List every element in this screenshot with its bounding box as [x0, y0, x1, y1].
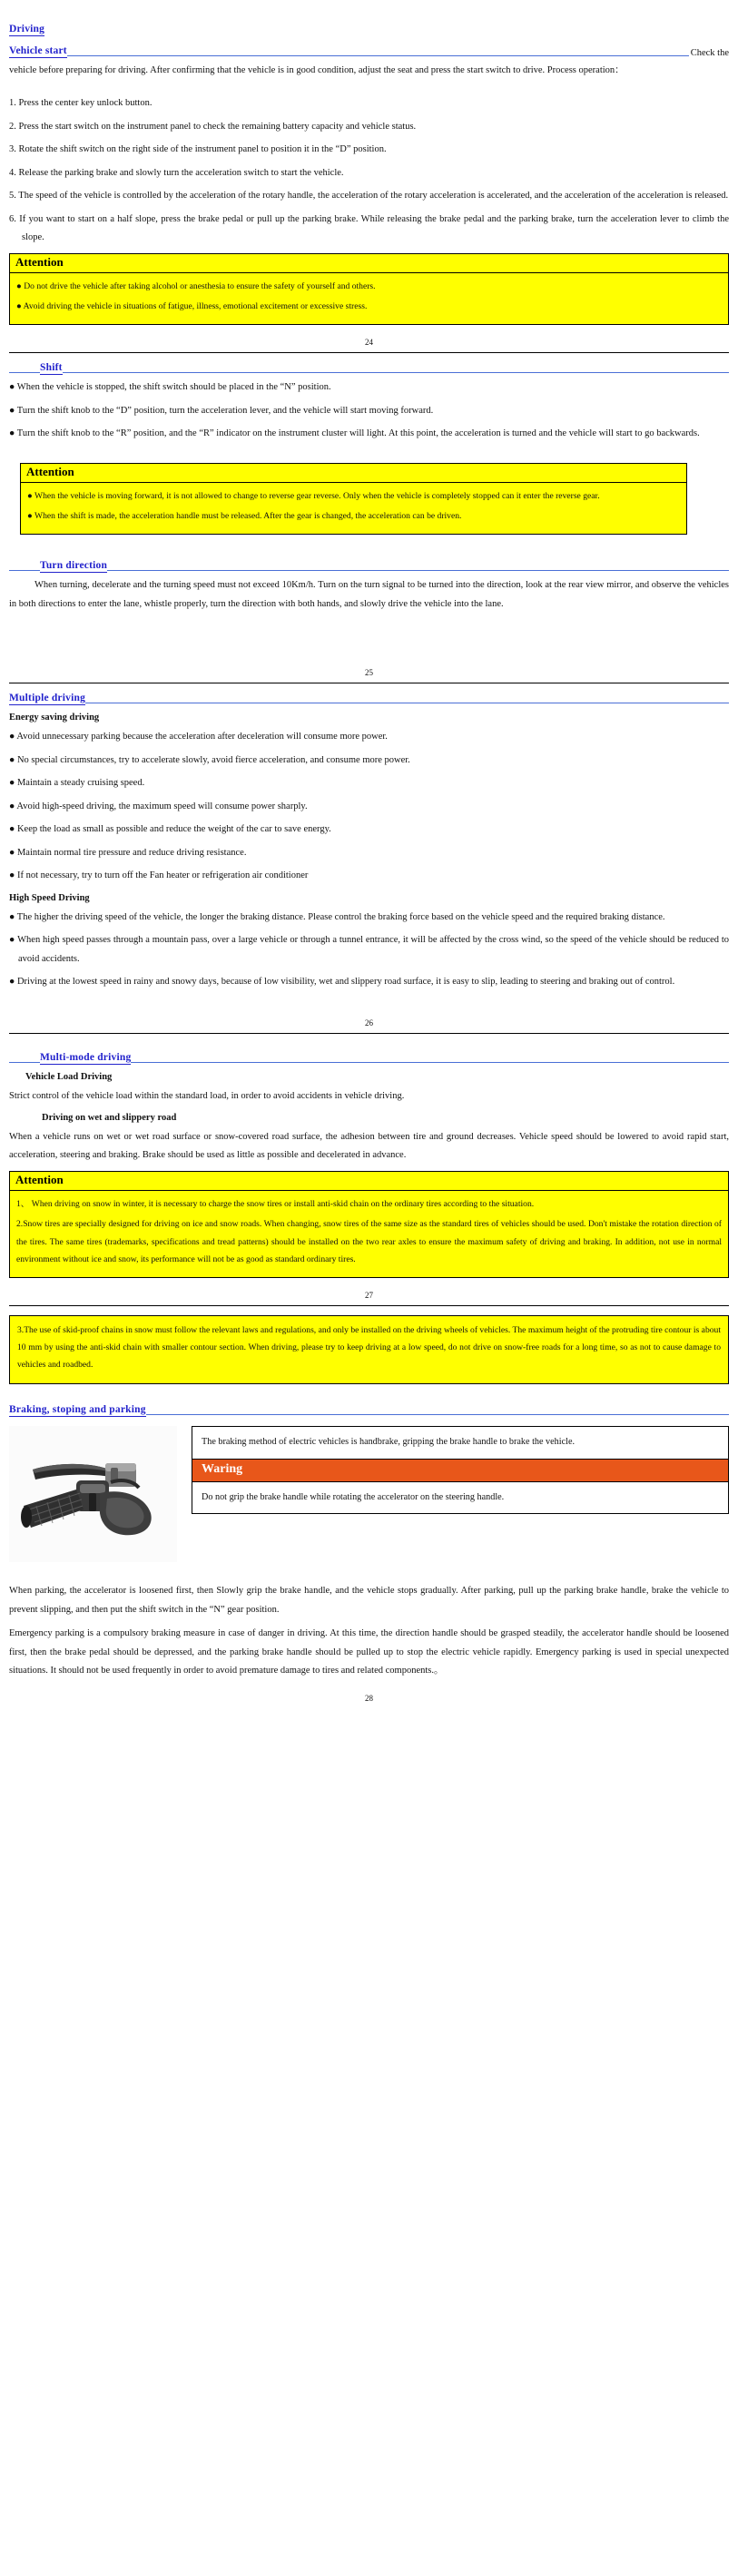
turn-gap — [9, 540, 729, 560]
list-item: ● The higher the driving speed of the vehicle, the longer the braking distance. Please control the braking force based on the vehicle speed and the required braking distance. — [9, 911, 665, 922]
page-number: 25 — [365, 668, 373, 678]
attention-title: Attention — [10, 1172, 728, 1191]
shift-bullets — [9, 379, 729, 443]
heading-rule — [146, 1414, 729, 1415]
attention-item: ● When the shift is made, the acceleration handle must be released. After the gear is changed, the acceleration can be driven. — [27, 511, 462, 522]
attention-body — [10, 273, 728, 324]
page-number: 24 — [365, 338, 373, 348]
attention-item: 1、 When driving on snow in winter, it is necessary to charge the snow tires or install anti-skid chain on the ordinary tires according to the situation. — [16, 1199, 535, 1210]
brake-lever-icon — [9, 1426, 177, 1562]
section-heading-label: Turn direction — [40, 560, 108, 572]
list-item: 4. Release the parking brake and slowly turn the acceleration switch to start the vehicle. — [9, 167, 344, 178]
closing-gap — [9, 1562, 729, 1582]
list-item: 3. Rotate the shift switch on the right side of the instrument panel to position it in the “D” position. — [9, 144, 387, 155]
list-item: ● When the vehicle is stopped, the shift switch should be placed in the “N” position. — [9, 382, 331, 393]
bottom-gap — [9, 997, 729, 1006]
braking-callout-box — [192, 1426, 729, 1514]
page-title: Driving — [9, 24, 45, 34]
end-spacer — [9, 1708, 729, 1717]
page-26 — [0, 683, 738, 1027]
closing-paragraph: Emergency parking is a compulsory braking measure in case of danger in driving. At this time, the direction handle should be grasped steadily, the accelerator handle should be loosened first, then the brake pedal should be depressed, and the parking brake handle should be pulled up to stop the electric vehicle rapidly. Emergency parking is used in special unexpected situations. It should not be used frequently in order to avoid premature damage to tires and related components.。 — [9, 1628, 729, 1676]
list-item: ● Turn the shift knob to the “D” position, turn the acceleration lever, and the vehicle will start moving forward. — [9, 405, 434, 416]
attention-box-shift — [20, 463, 687, 536]
intro-gap — [9, 85, 729, 94]
list-item: ● When high speed passes through a mountain pass, over a large vehicle or through a tunnel entrance, it will be affected by the cross wind, so the speed of the vehicle should be reduced to avoid accidents. — [9, 935, 729, 964]
list-item: ● Maintain normal tire pressure and reduce driving resistance. — [9, 847, 247, 858]
attention-body — [21, 483, 686, 534]
list-item: ● Keep the load as small as possible and reduce the weight of the car to save energy. — [9, 824, 331, 835]
subheading-vehicle-load-driving: Vehicle Load Driving — [25, 1071, 113, 1082]
section-heading-multiple-driving — [9, 693, 729, 705]
vehicle-load-paragraph: Strict control of the vehicle load within the standard load, in order to avoid accidents in vehicle driving. — [9, 1090, 405, 1101]
subheading-energy-saving: Energy saving driving — [9, 713, 100, 723]
section-heading-label: Shift — [40, 362, 63, 374]
page-24 — [0, 0, 738, 347]
list-item: ● No special circumstances, try to accelerate slowly, avoid fierce acceleration, and consume more power. — [9, 754, 410, 765]
list-item: ● Turn the shift knob to the “R” position, and the “R” indicator on the instrument cluster will light. At this point, the acceleration is turned and the vehicle will start to go backwards. — [9, 428, 700, 439]
attention-box-driving — [9, 253, 729, 326]
turn-direction-paragraph: When turning, decelerate and the turning speed must not exceed 10Km/h. Turn on the turn signal to be turned into the direction, look at the rear view mirror, and observe the vehicles in both directions to enter the lane, whistle properly, turn the direction with both hands, and slowly drive the vehicle into the lane. — [9, 580, 729, 609]
shift-gap — [9, 448, 729, 457]
page-separator-rule — [9, 1305, 729, 1306]
attention-item: ● Avoid driving the vehicle in situations of fatigue, illness, emotional excitement or excessive stress. — [16, 301, 368, 312]
page-number: 26 — [365, 1018, 373, 1027]
heading-rule — [107, 570, 729, 571]
braking-gap — [9, 1384, 729, 1404]
list-item: 2. Press the start switch on the instrument panel to check the remaining battery capacity and vehicle status. — [9, 121, 417, 132]
list-item: 1. Press the center key unlock button. — [9, 98, 153, 109]
heading-trailing-text: Check the — [690, 48, 729, 58]
section-heading-braking-stoping-parking — [9, 1404, 729, 1417]
waring-title: Waring — [192, 1459, 728, 1482]
subheading-wet-slippery-road: Driving on wet and slippery road — [42, 1112, 177, 1123]
heading-rule-left — [9, 570, 40, 571]
list-item: ● Avoid high-speed driving, the maximum speed will consume power sharply. — [9, 801, 308, 811]
section-heading-vehicle-start — [9, 45, 729, 58]
list-item: 6. If you want to start on a half slope, press the brake pedal or pull up the parking brake. While releasing the brake pedal and the parking brake, turn the acceleration lever to climb the slope. — [9, 213, 729, 243]
braking-illustration-row — [9, 1426, 729, 1562]
heading-rule-left — [9, 1062, 40, 1063]
page-25 — [0, 352, 738, 677]
start-steps-list — [9, 94, 729, 247]
braking-callout-text: The braking method of electric vehicles is handbrake, gripping the brake handle to brake the vehicle. — [202, 1437, 576, 1448]
list-item: ● Driving at the lowest speed in rainy and snowy days, because of low visibility, wet and slippery road surface, it is easy to slip, leading to steering and braking out of control. — [9, 977, 675, 988]
section-heading-multi-mode-driving — [9, 1052, 729, 1065]
top-spacer — [9, 0, 729, 20]
waring-text: Do not grip the brake handle while rotating the accelerator on the steering handle. — [202, 1491, 505, 1502]
list-item: ● Maintain a steady cruising speed. — [9, 778, 145, 789]
list-item: ● If not necessary, try to turn off the Fan heater or refrigeration air conditioner — [9, 870, 309, 881]
page-28 — [0, 1305, 738, 1717]
page-number: 27 — [365, 1290, 373, 1300]
page-27 — [0, 1033, 738, 1300]
attention-box-continuation — [9, 1315, 729, 1385]
section-heading-turn-direction — [9, 560, 729, 573]
page-separator-rule — [9, 1033, 729, 1034]
attention-title: Attention — [10, 254, 728, 273]
closing-paragraph: When parking, the accelerator is loosened first, then Slowly grip the brake handle, and the vehicle stops gradually. After parking, pull up the parking brake handle, brake the vehicle to prevent slipping, and then put the shift switch in the “N” gear position. — [9, 1586, 729, 1615]
bottom-gap — [9, 619, 729, 655]
attention-body — [10, 1191, 728, 1277]
top-gap — [9, 1043, 729, 1052]
attention-item: 2.Snow tires are specially designed for driving on ice and snow roads. When changing, snow tires of the same size as the standard tires of vehicles should be used. Don't mistake the rotation direction of the tires. The same tires (trademarks, specifications and tread patterns) should be installed on the two rear axles to ensure the maximum safety of driving and braking. In addition, not use in normal environment without ice and snow, its performance will not be as good as standard ordinary tires. — [16, 1219, 722, 1264]
section-heading-label: Vehicle start — [9, 45, 67, 56]
attention-box-snow — [9, 1171, 729, 1278]
section-heading-label: Braking, stoping and parking — [9, 1404, 146, 1416]
wet-road-paragraph: When a vehicle runs on wet or wet road surface or snow-covered road surface, the adhesion between tire and ground decreases. Vehicle speed should be lowered to avoid rapid start, acceleration, steering and braking. Brake should be used as little as possible and decelerated in advance. — [9, 1131, 729, 1161]
brake-lever-image — [9, 1426, 177, 1562]
attention-item: ● Do not drive the vehicle after taking alcohol or anesthesia to ensure the safety of yourself and others. — [16, 281, 376, 291]
subheading-high-speed: High Speed Driving — [9, 892, 90, 903]
attention-title: Attention — [21, 464, 686, 483]
heading-rule — [63, 372, 729, 373]
attention-item: 3.The use of skid-proof chains in snow must follow the relevant laws and regulations, and only be installed on the driving wheels of vehicles. The maximum height of the protruding tire contour is about 10 mm by using the anti-skid chain with smaller contour section. When driving, please try to keep driving at a low speed, do not drive on snow-free roads for a long time, so as not to cause damage to vehicles and roadbed. — [17, 1324, 721, 1371]
list-item: 5. The speed of the vehicle is controlled by the acceleration of the rotary handle, the acceleration of the rotary acceleration is accelerated, and the acceleration of the acceleration is released. — [9, 191, 729, 202]
heading-rule — [67, 55, 689, 56]
page-number: 28 — [365, 1693, 373, 1703]
page-title-row — [9, 20, 729, 36]
intro-paragraph: vehicle before preparing for driving. After confirming that the vehicle is in good condition, adjust the seat and press the start switch to drive. Process operation： — [9, 65, 625, 75]
heading-rule-left — [9, 372, 40, 373]
energy-saving-bullets — [9, 728, 729, 885]
attention-item: ● When the vehicle is moving forward, it is not allowed to change to reverse gear reverse. Only when the vehicle is completely stopped can it enter the reverse gear. — [27, 491, 600, 502]
heading-rule — [131, 1062, 729, 1063]
section-heading-label: Multi-mode driving — [40, 1051, 132, 1063]
page-separator-rule — [9, 352, 729, 353]
high-speed-paragraphs — [9, 909, 729, 992]
list-item: ● Avoid unnecessary parking because the acceleration after deceleration will consume more power. — [9, 732, 388, 742]
title-gap — [9, 36, 729, 45]
section-heading-shift — [9, 362, 729, 375]
section-heading-label: Multiple driving — [9, 693, 86, 704]
